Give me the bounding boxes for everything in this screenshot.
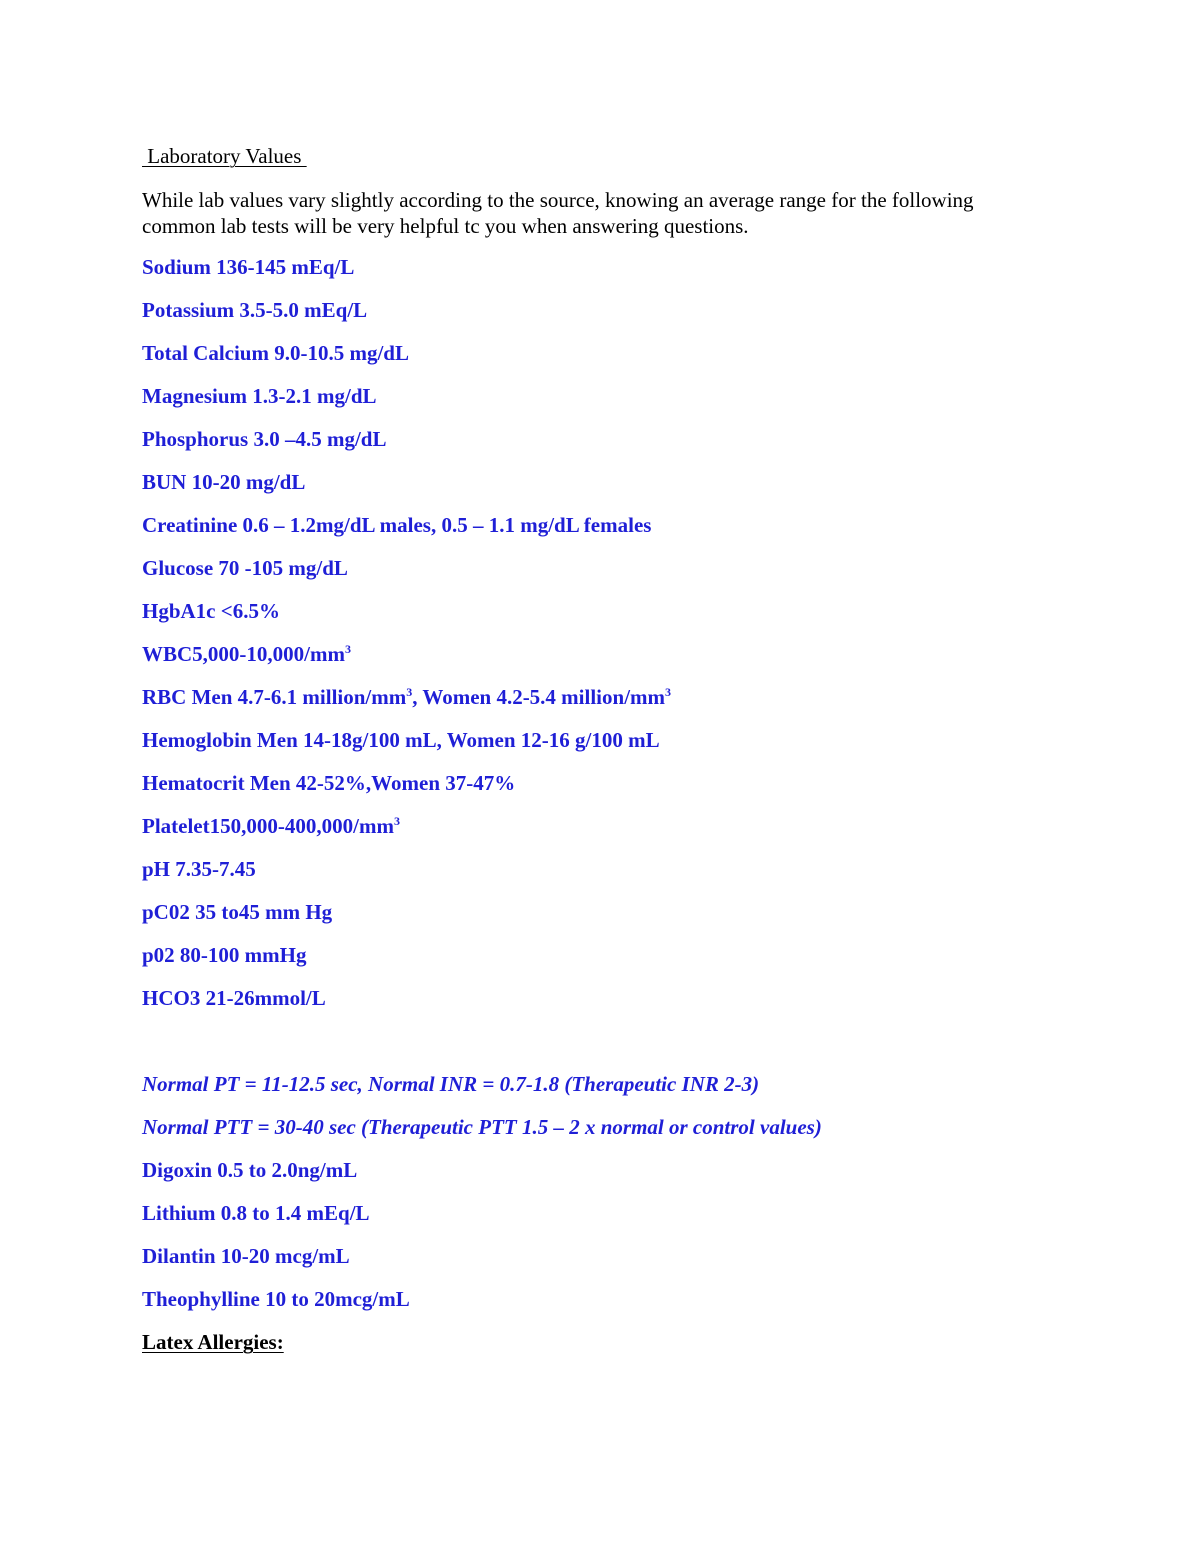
lab-value-ptt: Normal PTT = 30-40 sec (Therapeutic PTT 1.5 – 2 x normal or control values) bbox=[142, 1115, 822, 1139]
lab-value-rbc-men: RBC Men 4.7-6.1 million/mm bbox=[142, 685, 407, 709]
lab-value-hemoglobin: Hemoglobin Men 14-18g/100 mL, Women 12-16 g/100 mL bbox=[142, 728, 660, 752]
lab-value-rbc bbox=[142, 684, 1042, 727]
lab-value-wbc-text: WBC5,000-10,000/mm bbox=[142, 642, 345, 666]
lab-value-hco3: HCO3 21-26mmol/L bbox=[142, 986, 326, 1010]
lab-value-platelet-text: Platelet150,000-400,000/mm bbox=[142, 814, 394, 838]
lab-value-pt-inr: Normal PT = 11-12.5 sec, Normal INR = 0.7-1.8 (Therapeutic INR 2-3) bbox=[142, 1072, 760, 1096]
superscript-3: 3 bbox=[665, 685, 672, 699]
lab-value-dilantin: Dilantin 10-20 mcg/mL bbox=[142, 1244, 350, 1268]
lab-value-glucose: Glucose 70 -105 mg/dL bbox=[142, 556, 348, 580]
lab-value-pco2: pC02 35 to45 mm Hg bbox=[142, 900, 333, 924]
lab-value-digoxin: Digoxin 0.5 to 2.0ng/mL bbox=[142, 1158, 358, 1182]
lab-value-platelet bbox=[142, 813, 1042, 856]
lab-value-potassium: Potassium 3.5-5.0 mEq/L bbox=[142, 298, 368, 322]
lab-value-bun: BUN 10-20 mg/dL bbox=[142, 470, 306, 494]
page-title: Laboratory Values bbox=[142, 144, 307, 168]
lab-value-rbc-women: , Women 4.2-5.4 million/mm bbox=[412, 685, 666, 709]
lab-value-magnesium: Magnesium 1.3-2.1 mg/dL bbox=[142, 384, 377, 408]
lab-value-hgba1c: HgbA1c <6.5% bbox=[142, 599, 280, 623]
lab-value-po2: p02 80-100 mmHg bbox=[142, 943, 307, 967]
lab-value-theophylline: Theophylline 10 to 20mcg/mL bbox=[142, 1287, 410, 1311]
lab-value-total-calcium: Total Calcium 9.0-10.5 mg/dL bbox=[142, 341, 409, 365]
superscript-3: 3 bbox=[393, 814, 400, 828]
lab-value-sodium: Sodium 136-145 mEq/L bbox=[142, 255, 355, 279]
lab-value-lithium: Lithium 0.8 to 1.4 mEq/L bbox=[142, 1201, 370, 1225]
intro-paragraph: While lab values vary slightly according to the source, knowing an average range for the following common lab tests will be very helpful tc you when answering questions. bbox=[142, 188, 974, 238]
lab-value-ph: pH 7.35-7.45 bbox=[142, 857, 256, 881]
superscript-3: 3 bbox=[345, 642, 351, 656]
lab-value-hematocrit: Hematocrit Men 42-52%,Women 37-47% bbox=[142, 771, 516, 795]
lab-values-list bbox=[142, 254, 1042, 1329]
superscript-3: 3 bbox=[406, 685, 413, 699]
blank-line bbox=[142, 1028, 1042, 1071]
section-heading-latex-allergies: Latex Allergies: bbox=[142, 1330, 284, 1354]
document-page bbox=[142, 143, 1042, 1356]
lab-value-wbc bbox=[142, 641, 1042, 684]
lab-value-creatinine: Creatinine 0.6 – 1.2mg/dL males, 0.5 – 1.1 mg/dL females bbox=[142, 513, 652, 537]
lab-value-phosphorus: Phosphorus 3.0 –4.5 mg/dL bbox=[142, 427, 387, 451]
